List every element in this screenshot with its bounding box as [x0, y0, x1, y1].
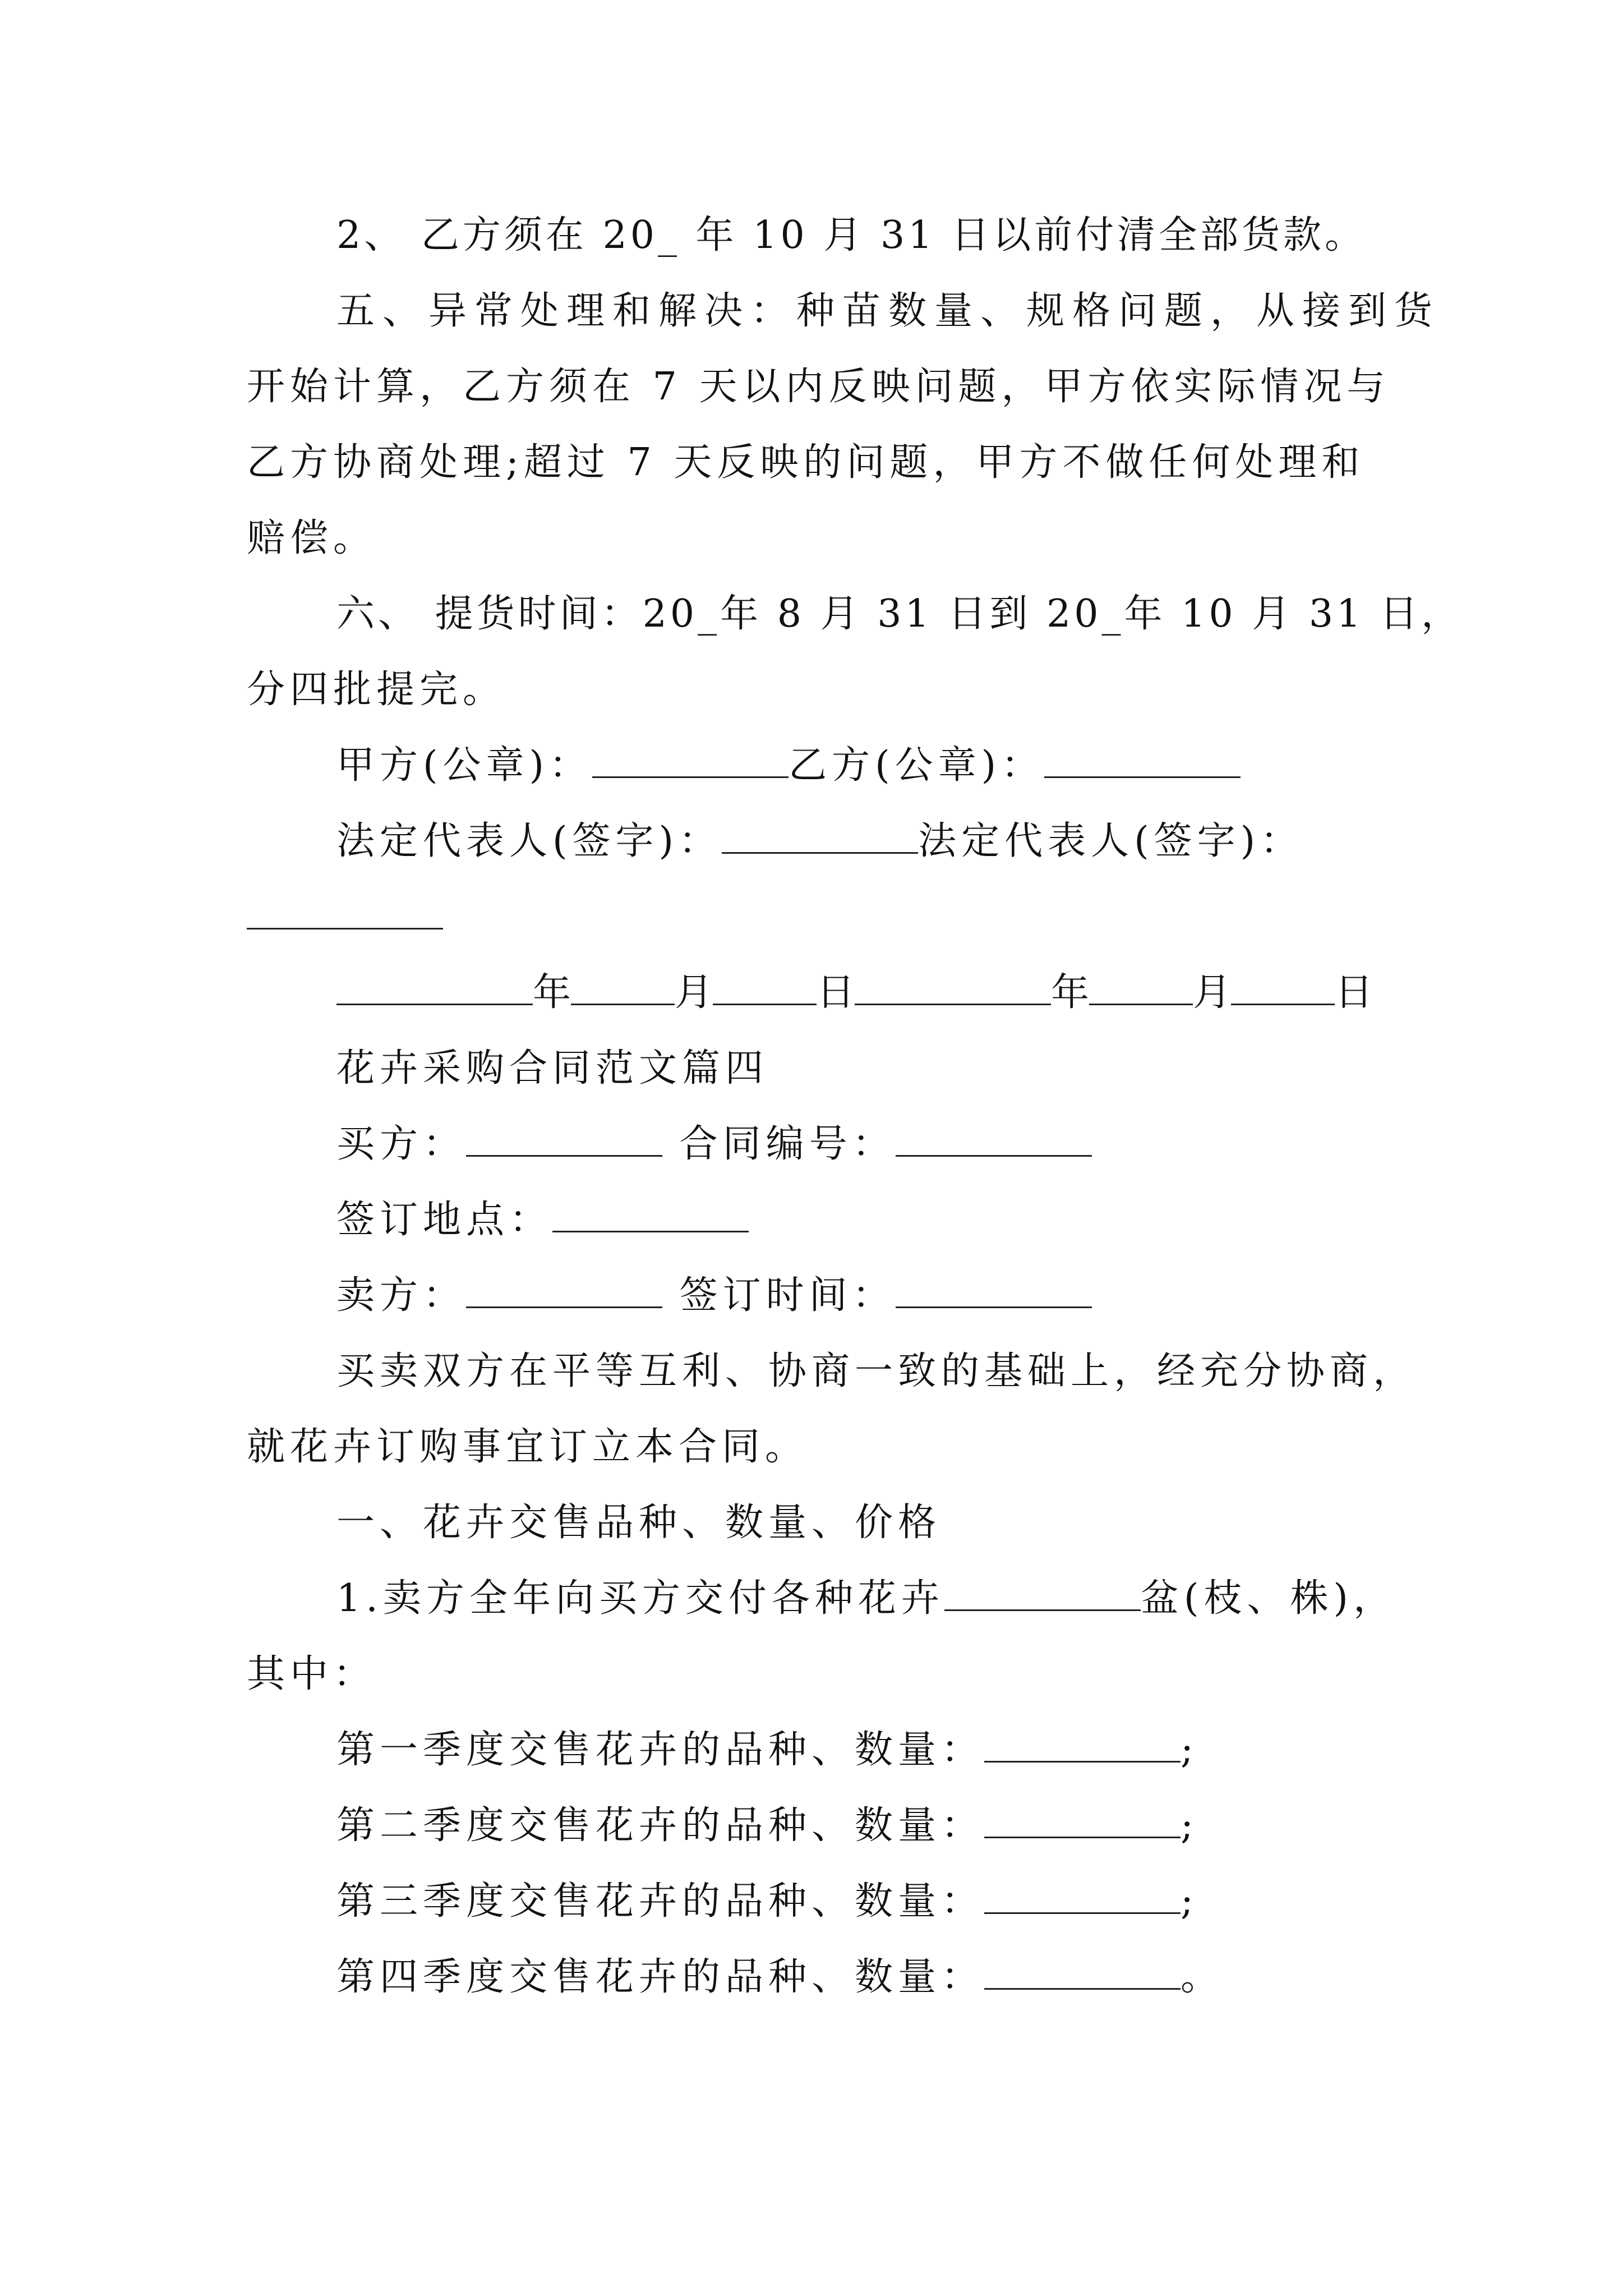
field-row-seller	[336, 1271, 1092, 1321]
quarter-row	[336, 1725, 1198, 1775]
party-a-seal-blank[interactable]	[592, 744, 789, 778]
sign-row-seals	[336, 740, 1241, 791]
para-exception-handling-cont1: 开始计算，乙方须在 7 天以内反映问题，甲方依实际情况与	[247, 365, 1390, 409]
clause1-total-blank[interactable]	[944, 1577, 1141, 1611]
para-exception-handling-cont3: 赔偿。	[247, 516, 377, 560]
quarter-row	[336, 1801, 1198, 1851]
quarter-label: 第三季度交售花卉的品种、数量：	[336, 1879, 985, 1924]
date-b-day-label: 日	[1335, 970, 1373, 1015]
clause1-text-post: 盆(枝、株)，	[1140, 1576, 1396, 1621]
quarter-label: 第四季度交售花卉的品种、数量：	[336, 1955, 985, 1999]
para-exception-handling: 五、异常处理和解决：种苗数量、规格问题，从接到货	[336, 289, 1441, 333]
date-a-day-blank[interactable]	[713, 971, 817, 1005]
date-b-year-blank[interactable]	[855, 971, 1051, 1005]
field-row-place	[336, 1195, 749, 1245]
contract-no-blank[interactable]	[896, 1122, 1092, 1157]
rep-a-label: 法定代表人(签字)：	[336, 819, 722, 863]
buyer-blank[interactable]	[466, 1122, 662, 1157]
buyer-label: 买方：	[336, 1122, 467, 1166]
date-a-day-label: 日	[817, 970, 855, 1015]
quarter-end: 。	[1181, 1955, 1224, 1999]
sign-row-dates	[336, 968, 1373, 1018]
quarter-blank[interactable]	[984, 1728, 1181, 1763]
contract-no-label: 合同编号：	[679, 1122, 896, 1166]
place-blank[interactable]	[552, 1198, 749, 1232]
intro-line-1: 买卖双方在平等互利、协商一致的基础上，经充分协商，	[336, 1349, 1417, 1393]
clause1-text-cont: 其中：	[247, 1652, 377, 1696]
date-b-day-blank[interactable]	[1231, 971, 1335, 1005]
rep-a-blank[interactable]	[722, 820, 918, 854]
intro-line-2: 就花卉订购事宜订立本合同。	[247, 1425, 809, 1469]
quarter-blank[interactable]	[984, 1880, 1181, 1914]
quarter-end: ;	[1181, 1728, 1198, 1772]
place-label: 签订地点：	[336, 1198, 553, 1242]
quarter-row	[336, 1876, 1198, 1927]
quarter-end: ;	[1181, 1879, 1198, 1924]
field-row-buyer	[336, 1119, 1092, 1170]
seller-label: 卖方：	[336, 1273, 467, 1318]
section-title: 花卉采购合同范文篇四	[336, 1046, 769, 1091]
quarter-blank[interactable]	[984, 1955, 1181, 1990]
quarter-blank[interactable]	[984, 1804, 1181, 1838]
quarter-end: ;	[1181, 1803, 1198, 1848]
para-exception-handling-cont2: 乙方协商处理;超过 7 天反映的问题，甲方不做任何处理和	[247, 440, 1365, 485]
date-b-month-blank[interactable]	[1089, 971, 1193, 1005]
quarter-label: 第一季度交售花卉的品种、数量：	[336, 1728, 985, 1772]
clause1-text-pre: 1.卖方全年向买方交付各种花卉	[336, 1576, 944, 1621]
date-a-year-blank[interactable]	[336, 971, 533, 1005]
rep-b-blank[interactable]	[247, 895, 443, 930]
date-b-year-label: 年	[1051, 970, 1090, 1015]
date-b-month-label: 月	[1193, 970, 1232, 1015]
quarter-label: 第二季度交售花卉的品种、数量：	[336, 1803, 985, 1848]
party-b-seal-label: 乙方(公章)：	[789, 743, 1045, 788]
party-a-seal-label: 甲方(公章)：	[336, 743, 593, 788]
para-pickup-time-cont: 分四批提完。	[247, 668, 506, 712]
para-pickup-time: 六、 提货时间：20_年 8 月 31 日到 20_年 10 月 31 日，	[336, 592, 1463, 636]
party-b-seal-blank[interactable]	[1044, 744, 1241, 778]
clause1-text	[336, 1573, 1396, 1624]
date-a-month-blank[interactable]	[571, 971, 675, 1005]
date-a-year-label: 年	[533, 970, 571, 1015]
seller-blank[interactable]	[466, 1274, 662, 1308]
sign-row-representatives	[336, 816, 1303, 867]
clause1-title: 一、花卉交售品种、数量、价格	[336, 1501, 942, 1545]
sign-row-rep-b-blank	[247, 892, 443, 942]
date-a-month-label: 月	[675, 970, 713, 1015]
quarter-row	[336, 1952, 1224, 2003]
sign-time-blank[interactable]	[896, 1274, 1092, 1308]
rep-b-label: 法定代表人(签字)：	[918, 819, 1304, 863]
sign-time-label: 签订时间：	[679, 1273, 896, 1318]
para-payment-deadline: 2、 乙方须在 20_ 年 10 月 31 日以前付清全部货款。	[336, 213, 1367, 257]
